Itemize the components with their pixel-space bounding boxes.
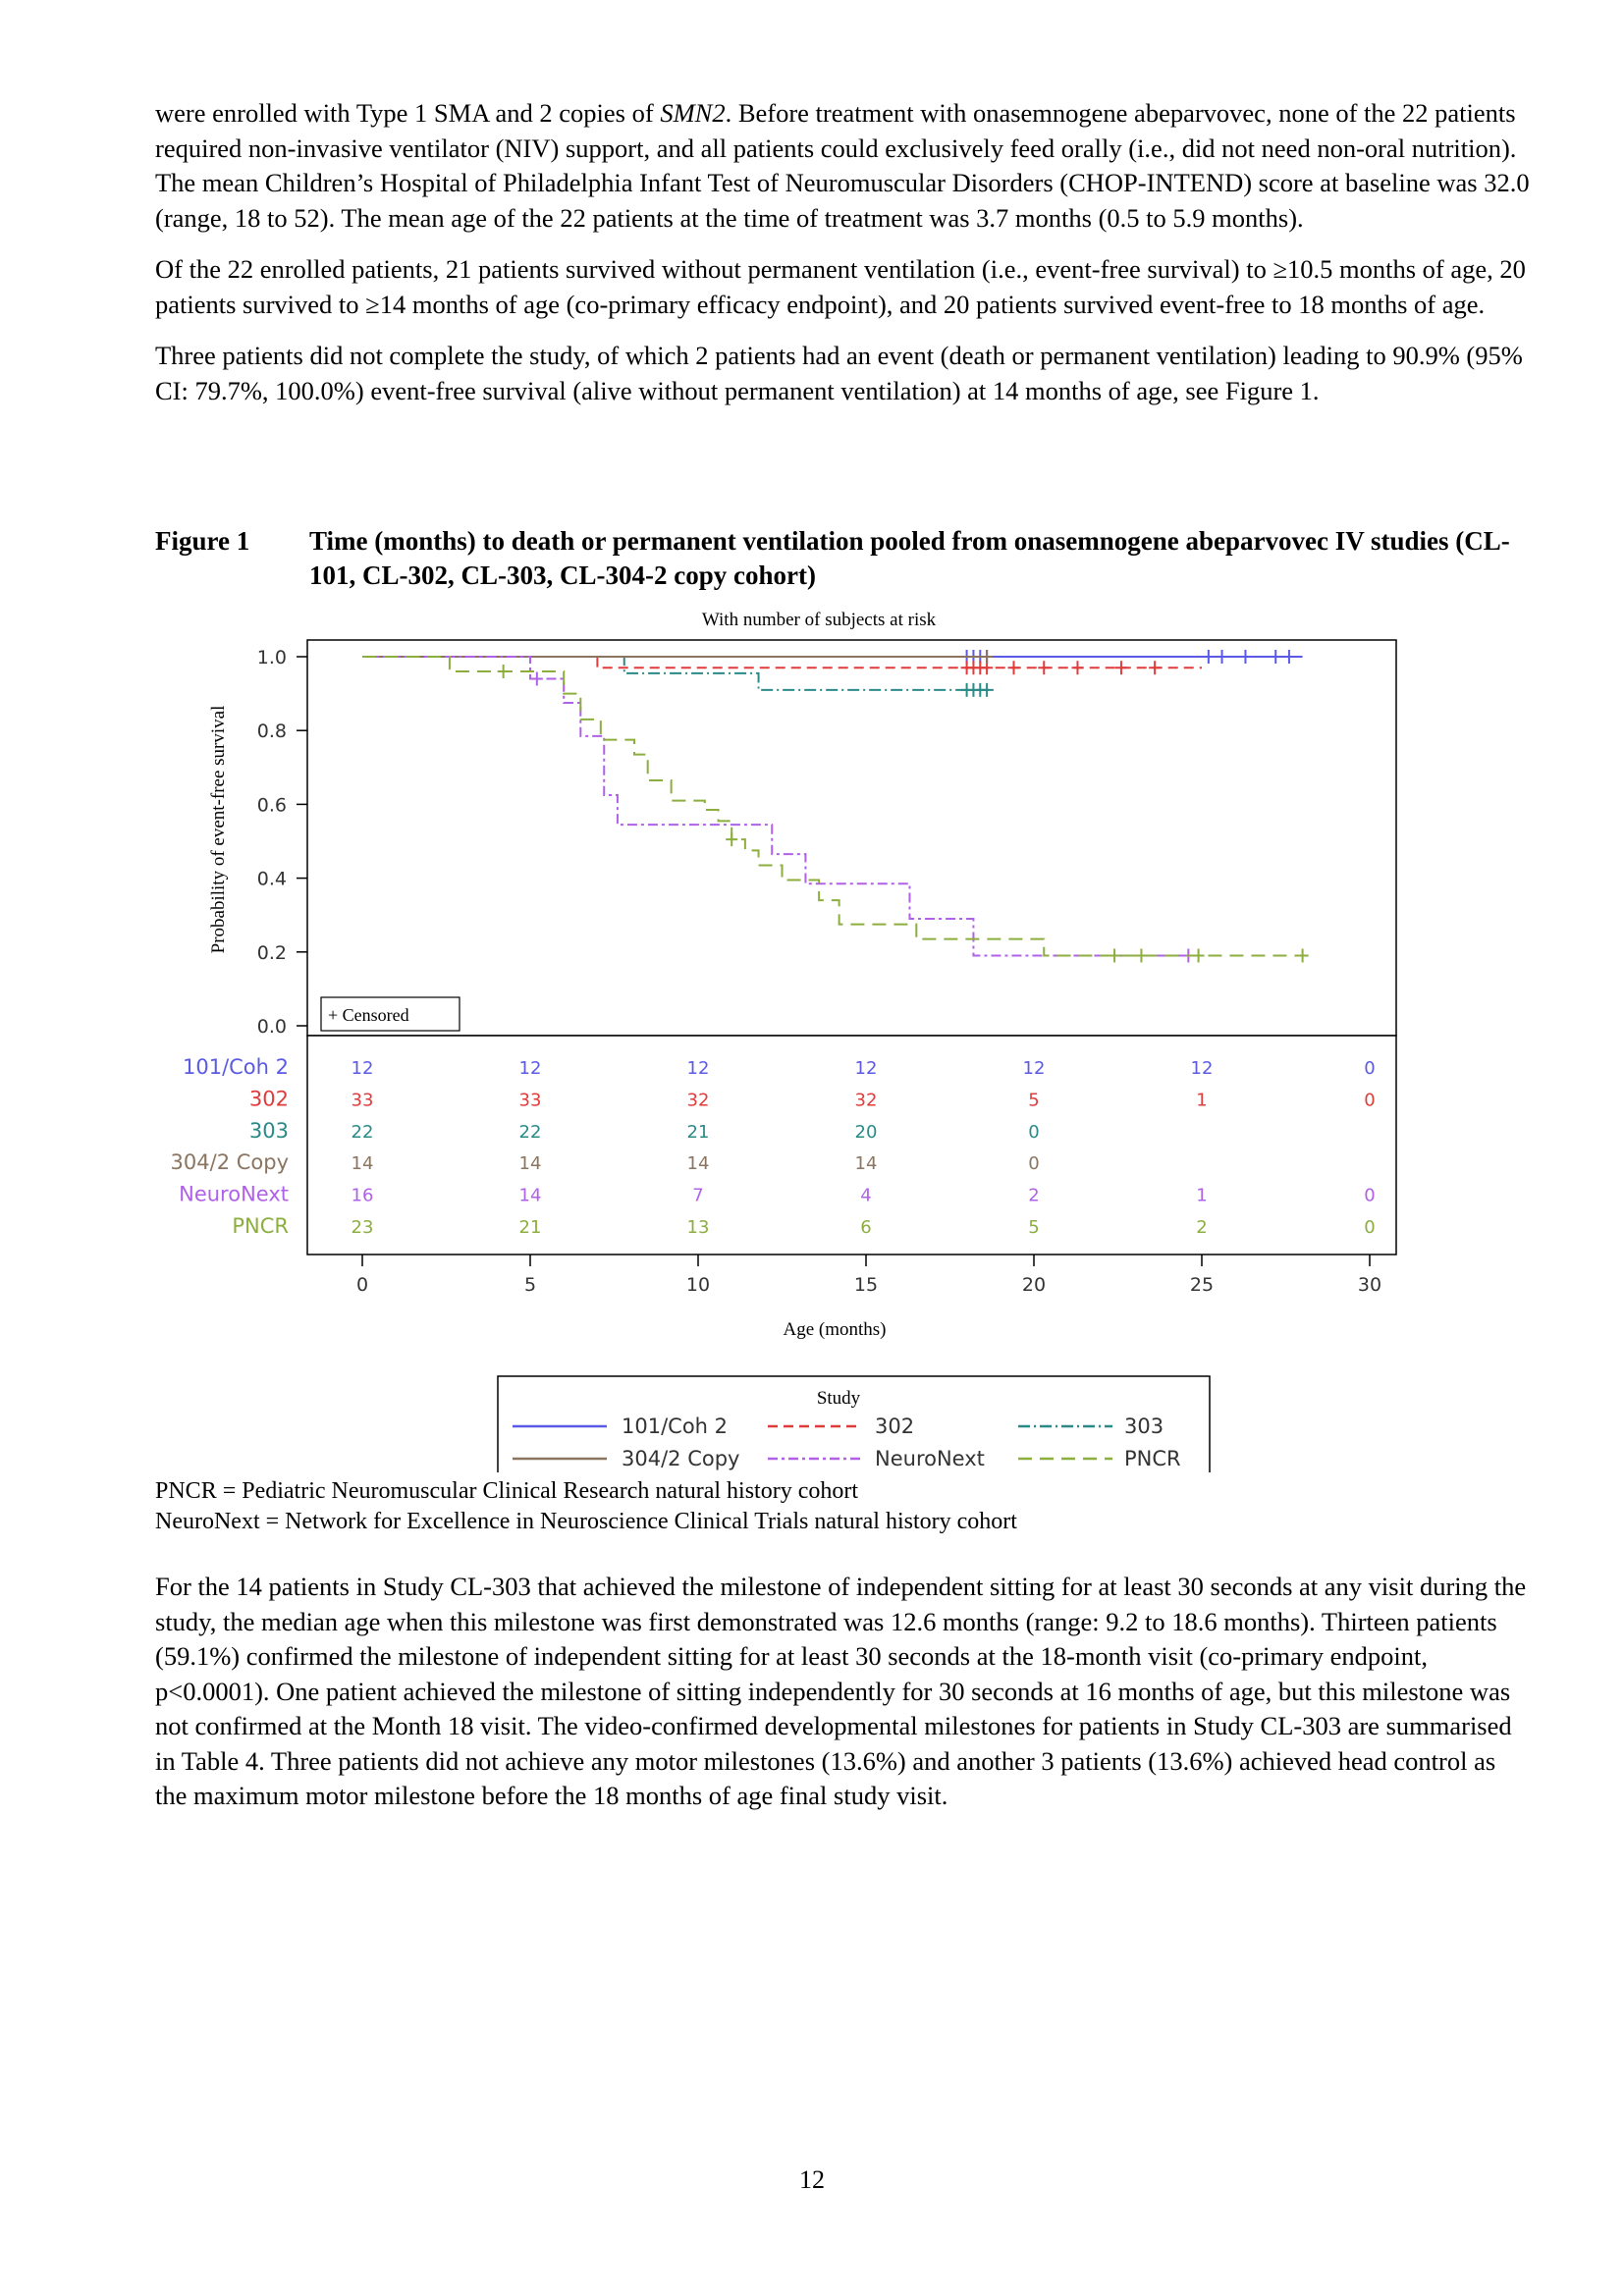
risk-count: 2 (1028, 1185, 1040, 1206)
y-tick-label: 0.6 (256, 794, 287, 817)
y-tick-label: 0.2 (256, 941, 287, 964)
abbreviations (155, 1476, 1017, 1537)
risk-count: 22 (518, 1121, 542, 1143)
paragraph-2: Of the 22 enrolled patients, 21 patients survived without permanent ventilation (i.e., event-free survival) to ≥10.5 months of age, 20 patients survived to ≥14 months of age (co-primary efficacy endpoint), and 20 patients survived event-free to 18 months of age. (155, 254, 1526, 319)
risk-count: 2 (1196, 1217, 1208, 1238)
risk-count: 33 (351, 1090, 374, 1111)
at-risk-area (307, 1036, 1396, 1255)
risk-count: 33 (518, 1090, 542, 1111)
abbreviation-neuronext: NeuroNext = Network for Excellence in Neuroscience Clinical Trials natural history cohort (155, 1509, 1017, 1534)
risk-count: 0 (1364, 1217, 1376, 1238)
legend-entry: NeuroNext (875, 1447, 985, 1470)
risk-count: 12 (686, 1058, 710, 1079)
risk-count: 0 (1364, 1090, 1376, 1111)
x-tick-label: 15 (853, 1274, 879, 1296)
legend-entry: 304/2 Copy (622, 1447, 740, 1470)
risk-count: 13 (686, 1217, 710, 1238)
risk-count: 16 (351, 1185, 374, 1206)
risk-count: 5 (1028, 1090, 1040, 1111)
y-axis (257, 647, 307, 1038)
risk-count: 14 (518, 1185, 542, 1206)
risk-count: 12 (1190, 1058, 1214, 1079)
risk-count: 0 (1028, 1153, 1040, 1175)
risk-count: 4 (860, 1185, 872, 1206)
risk-count: 14 (351, 1153, 374, 1175)
risk-row-label: 303 (248, 1118, 289, 1143)
plot-area (307, 640, 1396, 1036)
risk-count: 22 (351, 1121, 374, 1143)
risk-count: 21 (518, 1217, 542, 1238)
risk-count: 14 (518, 1153, 542, 1175)
risk-count: 0 (1364, 1058, 1376, 1079)
risk-count: 12 (518, 1058, 542, 1079)
risk-row-label: 304/2 Copy (170, 1150, 289, 1175)
x-tick-label: 30 (1357, 1274, 1382, 1296)
legend-entry: 303 (1124, 1415, 1164, 1438)
risk-count: 23 (351, 1217, 374, 1238)
page-number: 12 (799, 2165, 825, 2194)
y-axis-label: Probability of event-free survival (208, 705, 229, 954)
x-tick-label: 20 (1021, 1274, 1047, 1296)
risk-count: 12 (1022, 1058, 1046, 1079)
legend (498, 1376, 1210, 1472)
paragraph-3: Three patients did not complete the study, of which 2 patients had an event (death or permanent ventilation) leading to 90.9% (95% CI: 79.7%, 100.0%) event-free survival (alive without permanent ventilation) at 14 months of age, see Figure 1. (155, 341, 1523, 405)
risk-row-label: 302 (248, 1087, 289, 1111)
body-text-top (155, 96, 1530, 425)
risk-count: 32 (686, 1090, 710, 1111)
figure-title: Time (months) to death or permanent ventilation pooled from onasemnogene abeparvovec IV studies (CL-101, CL-302, CL-303, CL-304-2 copy cohort) (309, 526, 1510, 590)
risk-count: 14 (686, 1153, 710, 1175)
y-tick-label: 0.0 (256, 1016, 287, 1038)
x-tick-label: 10 (685, 1274, 711, 1296)
risk-count: 0 (1364, 1185, 1376, 1206)
risk-count: 6 (860, 1217, 872, 1238)
legend-entry: 101/Coh 2 (622, 1415, 729, 1438)
risk-row-label: NeuroNext (179, 1182, 289, 1206)
y-tick-label: 1.0 (256, 647, 287, 668)
censored-label: + Censored (328, 1005, 409, 1025)
paragraph-1: were enrolled with Type 1 SMA and 2 copies of SMN2. Before treatment with onasemnogene abeparvovec, none of the 22 patients required non-invasive ventilator (NIV) support, and all patients could exclusively feed orally (i.e., did not need non-oral nutrition). The mean Children’s Hospital of Philadelphia Infant Test of Neuromuscular Disorders (CHOP-INTEND) score at baseline was 32.0 (range, 18 to 52). The mean age of the 22 patients at the time of treatment was 3.7 months (0.5 to 5.9 months). (155, 98, 1530, 233)
y-tick-label: 0.8 (256, 721, 287, 743)
chart-subtitle: With number of subjects at risk (701, 610, 937, 630)
km-figure (0, 589, 1624, 1472)
risk-count: 12 (854, 1058, 878, 1079)
risk-count: 12 (351, 1058, 374, 1079)
risk-count: 20 (854, 1121, 878, 1143)
x-tick-label: 0 (355, 1274, 369, 1296)
censored-legend (321, 997, 460, 1031)
risk-count: 32 (854, 1090, 878, 1111)
legend-entry: PNCR (1124, 1447, 1181, 1470)
risk-count: 21 (686, 1121, 710, 1143)
body-text-bottom (155, 1570, 1530, 1831)
x-axis (356, 1255, 1381, 1296)
risk-row-label: PNCR (232, 1214, 289, 1238)
paragraph-4: For the 14 patients in Study CL-303 that achieved the milestone of independent sitting for at least 30 seconds at any visit during the study, the median age when this milestone was first demonstrated was 12.6 months (range: 9.2 to 18.6 months). Thirteen patients (59.1%) confirmed the milestone of independent sitting for at least 30 seconds at the 18-month visit (co-primary endpoint, p<0.0001). One patient achieved the milestone of sitting independently for 30 seconds at 16 months of age, but this milestone was not confirmed at the Month 18 visit. The video-confirmed developmental milestones for patients in Study CL-303 are summarised in Table 4. Three patients did not achieve any motor milestones (13.6%) and another 3 patients (13.6%) achieved head control as the maximum motor milestone before the 18 months of age final study visit. (155, 1572, 1527, 1810)
figure-number: Figure 1 (155, 526, 250, 556)
risk-count: 1 (1196, 1090, 1208, 1111)
x-tick-label: 5 (523, 1274, 537, 1296)
x-tick-label: 25 (1189, 1274, 1215, 1296)
risk-row-label: 101/Coh 2 (182, 1055, 289, 1079)
risk-count: 0 (1028, 1121, 1040, 1143)
legend-entry: 302 (875, 1415, 915, 1438)
abbreviation-pncr: PNCR = Pediatric Neuromuscular Clinical Research natural history cohort (155, 1478, 859, 1504)
legend-title: Study (816, 1388, 861, 1409)
risk-count: 7 (692, 1185, 704, 1206)
risk-count: 1 (1196, 1185, 1208, 1206)
x-axis-label: Age (months) (783, 1319, 887, 1340)
risk-count: 14 (854, 1153, 878, 1175)
risk-count: 5 (1028, 1217, 1040, 1238)
y-tick-label: 0.4 (256, 868, 287, 890)
